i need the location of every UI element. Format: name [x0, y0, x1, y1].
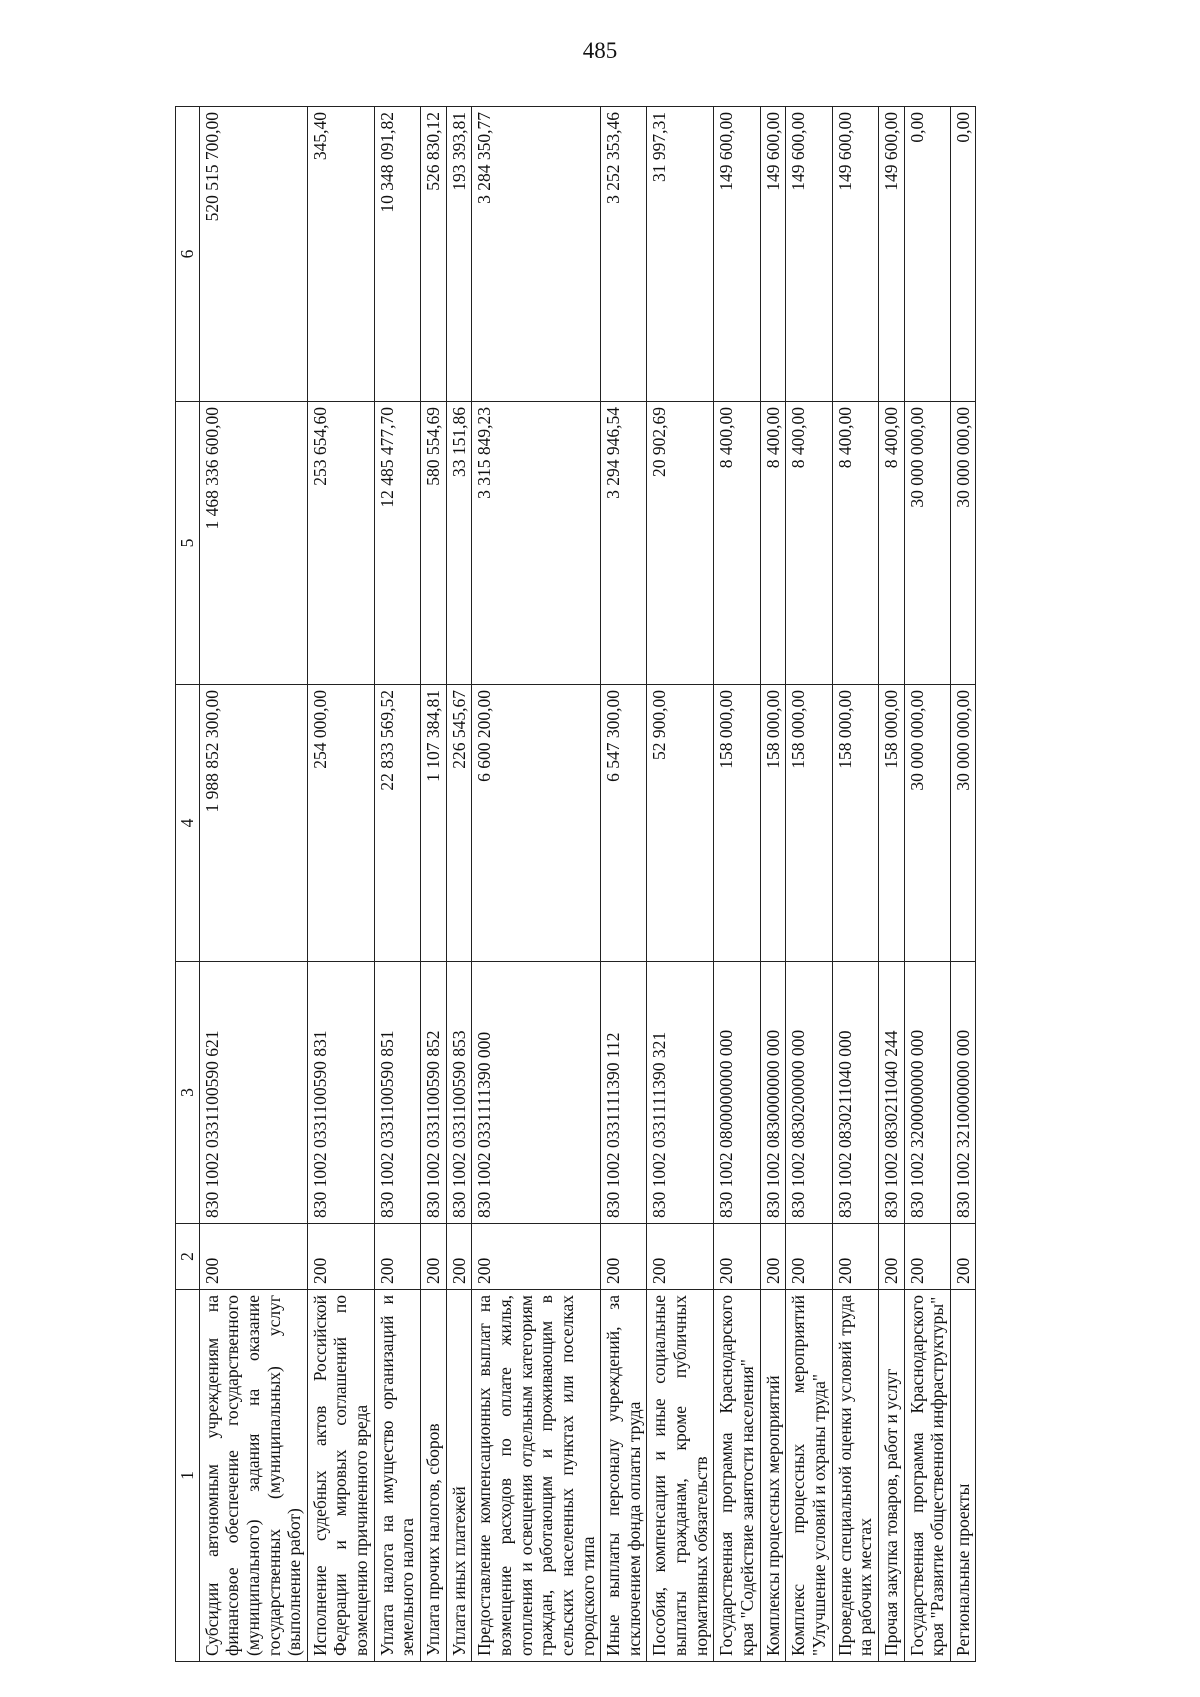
- row-name-cell: Проведение специальной оценки условий труда на рабочих местах: [832, 1290, 878, 1662]
- row-remaining-amount-cell: 31 997,31: [647, 107, 714, 402]
- row-remaining-amount-cell: 520 515 700,00: [199, 107, 307, 402]
- row-name-cell: Пособия, компенсации и иные социальные выплаты гражданам, кроме публичных нормативных обязательств: [647, 1290, 714, 1662]
- row-remaining-amount-cell: 0,00: [904, 107, 950, 402]
- row-approved-amount-cell: 30 000 000,00: [904, 685, 950, 962]
- row-remaining-amount-cell: 3 284 350,77: [472, 107, 601, 402]
- row-executed-amount-cell: 30 000 000,00: [904, 402, 950, 685]
- row-executed-amount-cell: 1 468 336 600,00: [199, 402, 307, 685]
- row-classification-cell: 830 1002 0331100590 621: [199, 962, 307, 1224]
- row-remaining-amount-cell: 149 600,00: [832, 107, 878, 402]
- row-classification-cell: 830 1002 0830200000 000: [786, 962, 832, 1224]
- row-name-cell: Исполнение судебных актов Российской Федерации и мировых соглашений по возмещению причиненного вреда: [307, 1290, 374, 1662]
- row-remaining-amount-cell: 0,00: [950, 107, 976, 402]
- row-code-cell: 200: [421, 1224, 447, 1290]
- row-executed-amount-cell: 253 654,60: [307, 402, 374, 685]
- header-row: [176, 107, 200, 1662]
- row-remaining-amount-cell: 149 600,00: [714, 107, 760, 402]
- row-executed-amount-cell: 3 315 849,23: [472, 402, 601, 685]
- row-remaining-amount-cell: 193 393,81: [446, 107, 472, 402]
- row-classification-cell: 830 1002 0331111390 000: [472, 962, 601, 1224]
- row-remaining-amount-cell: 149 600,00: [878, 107, 904, 402]
- row-code-cell: 200: [878, 1224, 904, 1290]
- row-approved-amount-cell: 1 107 384,81: [421, 685, 447, 962]
- table-row: [714, 107, 760, 1662]
- row-executed-amount-cell: 8 400,00: [714, 402, 760, 685]
- row-classification-cell: 830 1002 3210000000 000: [950, 962, 976, 1224]
- table-row: [472, 107, 601, 1662]
- row-executed-amount-cell: 20 902,69: [647, 402, 714, 685]
- row-approved-amount-cell: 158 000,00: [786, 685, 832, 962]
- rotated-table-frame: [175, 107, 1105, 1662]
- row-classification-cell: 830 1002 0830000000 000: [760, 962, 786, 1224]
- row-code-cell: 200: [647, 1224, 714, 1290]
- row-name-cell: Комплексы процессных мероприятий: [760, 1290, 786, 1662]
- row-classification-cell: 830 1002 0331100590 831: [307, 962, 374, 1224]
- row-executed-amount-cell: 8 400,00: [878, 402, 904, 685]
- row-executed-amount-cell: 33 151,86: [446, 402, 472, 685]
- row-name-cell: Государственная программа Краснодарского края "Содействие занятости населения": [714, 1290, 760, 1662]
- row-classification-cell: 830 1002 0331100590 853: [446, 962, 472, 1224]
- table-row: [199, 107, 307, 1662]
- rotated-table-container: [175, 107, 1105, 1662]
- row-name-cell: Уплата иных платежей: [446, 1290, 472, 1662]
- row-remaining-amount-cell: 526 830,12: [421, 107, 447, 402]
- column-header: 3: [176, 962, 200, 1224]
- row-code-cell: 200: [832, 1224, 878, 1290]
- row-approved-amount-cell: 158 000,00: [760, 685, 786, 962]
- row-executed-amount-cell: 30 000 000,00: [950, 402, 976, 685]
- row-code-cell: 200: [472, 1224, 601, 1290]
- row-executed-amount-cell: 12 485 477,70: [374, 402, 420, 685]
- row-code-cell: 200: [601, 1224, 647, 1290]
- row-executed-amount-cell: 8 400,00: [786, 402, 832, 685]
- row-name-cell: Предоставление компенсационных выплат на возмещение расходов по оплате жилья, отопления и освещения отдельным категориям граждан, работающим и проживающим в сельских населенных пунктах или поселках городского типа: [472, 1290, 601, 1662]
- row-executed-amount-cell: 580 554,69: [421, 402, 447, 685]
- table-row: [601, 107, 647, 1662]
- row-remaining-amount-cell: 149 600,00: [760, 107, 786, 402]
- row-approved-amount-cell: 158 000,00: [714, 685, 760, 962]
- table-row: [904, 107, 950, 1662]
- row-approved-amount-cell: 254 000,00: [307, 685, 374, 962]
- table-row: [950, 107, 976, 1662]
- row-approved-amount-cell: 22 833 569,52: [374, 685, 420, 962]
- column-header: 1: [176, 1290, 200, 1662]
- row-code-cell: 200: [374, 1224, 420, 1290]
- row-code-cell: 200: [786, 1224, 832, 1290]
- table-row: [832, 107, 878, 1662]
- column-header: 2: [176, 1224, 200, 1290]
- row-classification-cell: 830 1002 0331111390 321: [647, 962, 714, 1224]
- row-approved-amount-cell: 1 988 852 300,00: [199, 685, 307, 962]
- row-approved-amount-cell: 226 545,67: [446, 685, 472, 962]
- row-executed-amount-cell: 8 400,00: [832, 402, 878, 685]
- row-name-cell: Уплата прочих налогов, сборов: [421, 1290, 447, 1662]
- row-classification-cell: 830 1002 0331111390 112: [601, 962, 647, 1224]
- table-row: [307, 107, 374, 1662]
- row-code-cell: 200: [446, 1224, 472, 1290]
- column-header: 6: [176, 107, 200, 402]
- column-header: 4: [176, 685, 200, 962]
- row-approved-amount-cell: 158 000,00: [832, 685, 878, 962]
- row-name-cell: Прочая закупка товаров, работ и услуг: [878, 1290, 904, 1662]
- table-row: [446, 107, 472, 1662]
- table-row: [647, 107, 714, 1662]
- row-remaining-amount-cell: 149 600,00: [786, 107, 832, 402]
- row-executed-amount-cell: 3 294 946,54: [601, 402, 647, 685]
- row-remaining-amount-cell: 10 348 091,82: [374, 107, 420, 402]
- table-row: [421, 107, 447, 1662]
- row-approved-amount-cell: 6 547 300,00: [601, 685, 647, 962]
- table-row: [374, 107, 420, 1662]
- row-name-cell: Иные выплаты персоналу учреждений, за исключением фонда оплаты труда: [601, 1290, 647, 1662]
- row-executed-amount-cell: 8 400,00: [760, 402, 786, 685]
- row-classification-cell: 830 1002 3200000000 000: [904, 962, 950, 1224]
- table-row: [878, 107, 904, 1662]
- row-name-cell: Государственная программа Краснодарского края "Развитие общественной инфраструктуры": [904, 1290, 950, 1662]
- row-remaining-amount-cell: 3 252 353,46: [601, 107, 647, 402]
- row-approved-amount-cell: 158 000,00: [878, 685, 904, 962]
- row-code-cell: 200: [307, 1224, 374, 1290]
- table-row: [786, 107, 832, 1662]
- row-code-cell: 200: [904, 1224, 950, 1290]
- column-header: 5: [176, 402, 200, 685]
- table-row: [760, 107, 786, 1662]
- row-classification-cell: 830 1002 0830211040 000: [832, 962, 878, 1224]
- row-classification-cell: 830 1002 0331100590 851: [374, 962, 420, 1224]
- budget-table: [175, 106, 976, 1662]
- table-body: [199, 107, 976, 1662]
- row-name-cell: Уплата налога на имущество организаций и земельного налога: [374, 1290, 420, 1662]
- row-code-cell: 200: [714, 1224, 760, 1290]
- row-remaining-amount-cell: 345,40: [307, 107, 374, 402]
- row-name-cell: Региональные проекты: [950, 1290, 976, 1662]
- page-number: 485: [582, 38, 618, 63]
- row-approved-amount-cell: 6 600 200,00: [472, 685, 601, 962]
- row-code-cell: 200: [950, 1224, 976, 1290]
- row-approved-amount-cell: 30 000 000,00: [950, 685, 976, 962]
- row-name-cell: Комплекс процессных мероприятий "Улучшение условий и охраны труда": [786, 1290, 832, 1662]
- row-approved-amount-cell: 52 900,00: [647, 685, 714, 962]
- row-code-cell: 200: [760, 1224, 786, 1290]
- row-classification-cell: 830 1002 0800000000 000: [714, 962, 760, 1224]
- row-classification-cell: 830 1002 0331100590 852: [421, 962, 447, 1224]
- row-name-cell: Субсидии автономным учреждениям на финансовое обеспечение государственного (муниципального) задания на оказание государственных (муниципальных) услуг (выполнение работ): [199, 1290, 307, 1662]
- row-code-cell: 200: [199, 1224, 307, 1290]
- row-classification-cell: 830 1002 0830211040 244: [878, 962, 904, 1224]
